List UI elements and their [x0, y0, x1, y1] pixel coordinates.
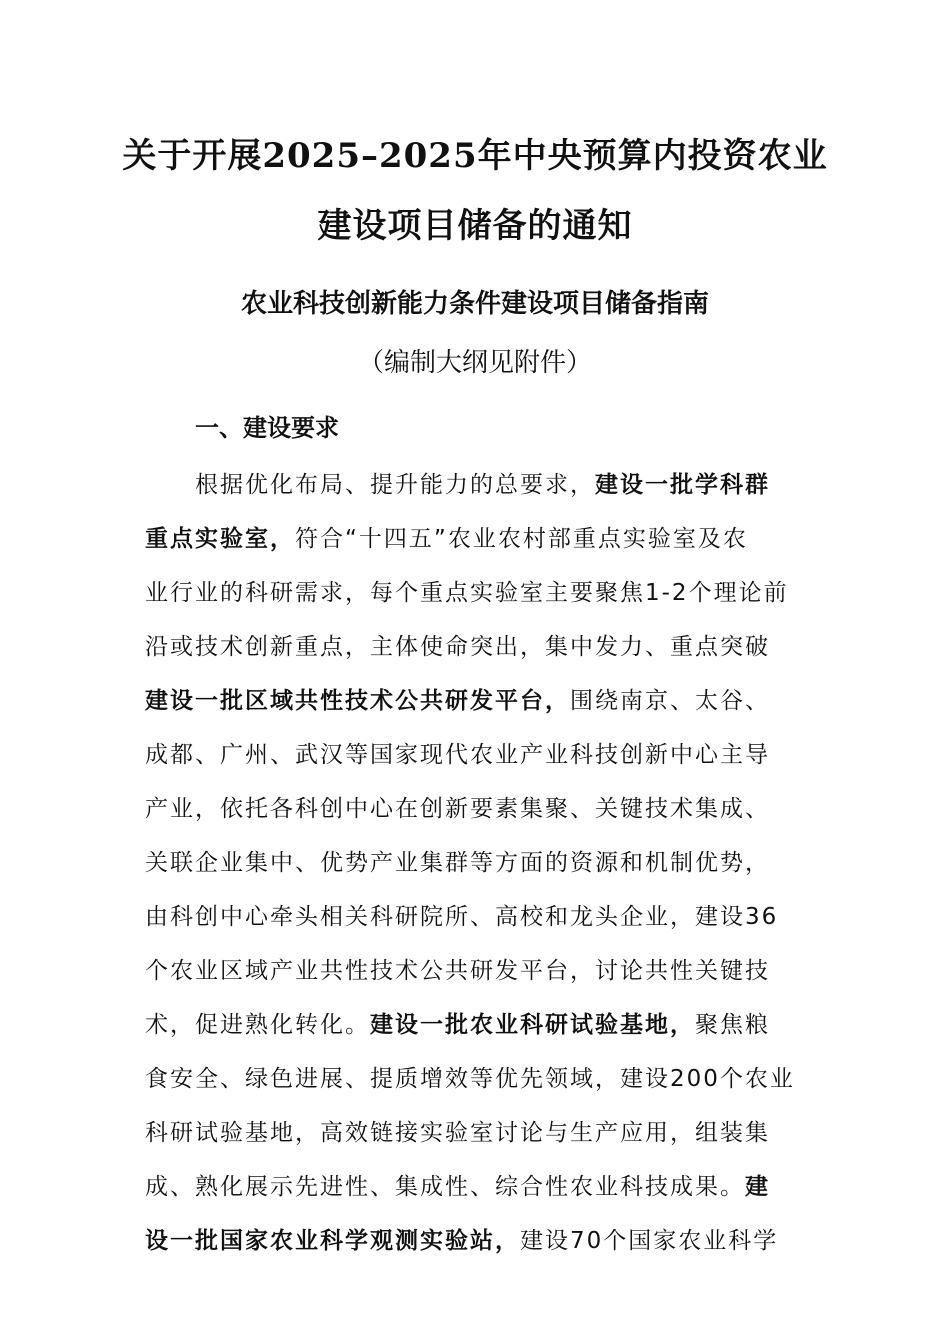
document-subtitle: 农业科技创新能力条件建设项目储备指南 [240, 289, 709, 319]
paragraph-line [145, 674, 805, 728]
paragraph-line [145, 890, 805, 944]
attachment-note: （编制大纲见附件） [357, 348, 592, 378]
text-segment: 成都、广州、武汉等国家现代农业产业科技创新中心主导 [145, 742, 770, 768]
body-paragraph [145, 458, 805, 1268]
text-segment: 关联企业集中、优势产业集群等方面的资源和机制优势， [145, 850, 770, 876]
text-segment: 由科创中心牵头相关科研院所、高校和龙头企业，建设36 [145, 904, 779, 930]
paragraph-line [145, 1214, 805, 1268]
paragraph-line [145, 1052, 805, 1106]
paragraph-line [145, 620, 805, 674]
bold-text-segment: 建设一批农业科研试验基地， [370, 1012, 695, 1038]
paragraph-line [145, 1160, 805, 1214]
paragraph-line [145, 1106, 805, 1160]
paragraph-line [145, 458, 805, 512]
bold-text-segment: 重点实验室， [145, 526, 295, 552]
text-segment: 沿或技术创新重点，主体使命突出，集中发力、重点突破 [145, 634, 770, 660]
bold-text-segment: 建设一批区域共性技术公共研发平台， [145, 688, 570, 714]
bold-text-segment: 设一批国家农业科学观测实验站， [145, 1228, 520, 1254]
bold-text-segment: 建设一批学科群 [595, 472, 770, 498]
text-segment: 个农业区域产业共性技术公共研发平台，讨论共性关键技 [145, 958, 770, 984]
text-segment: 业行业的科研需求，每个重点实验室主要聚焦1-2个理论前 [145, 580, 789, 606]
bold-text-segment: 建 [745, 1174, 770, 1200]
paragraph-line [145, 836, 805, 890]
text-segment: 食安全、绿色进展、提质增效等优先领域，建设200个农业 [145, 1066, 795, 1092]
text-segment: 围绕南京、太谷、 [570, 688, 770, 714]
text-segment: 科研试验基地，高效链接实验室讨论与生产应用，组装集 [145, 1120, 770, 1146]
section-heading: 一、建设要求 [195, 414, 339, 442]
paragraph-line [145, 728, 805, 782]
text-segment: 建设70个国家农业科学 [520, 1228, 779, 1254]
paragraph-line [145, 944, 805, 998]
document-title-line-1: 关于开展2025–2025年中央预算内投资农业 [122, 136, 828, 176]
paragraph-line [145, 998, 805, 1052]
text-segment: 术，促进熟化转化。 [145, 1012, 370, 1038]
text-segment: 符合“十四五”农业农村部重点实验室及农 [295, 526, 748, 552]
text-segment: 产业，依托各科创中心在创新要素集聚、关键技术集成、 [145, 796, 770, 822]
paragraph-line [145, 512, 805, 566]
document-title-line-2: 建设项目储备的通知 [317, 206, 633, 246]
text-segment: 成、熟化展示先进性、集成性、综合性农业科技成果。 [145, 1174, 745, 1200]
paragraph-line [145, 782, 805, 836]
paragraph-line [145, 566, 805, 620]
text-segment: 聚焦粮 [695, 1012, 770, 1038]
text-segment: 根据优化布局、提升能力的总要求， [195, 472, 595, 498]
